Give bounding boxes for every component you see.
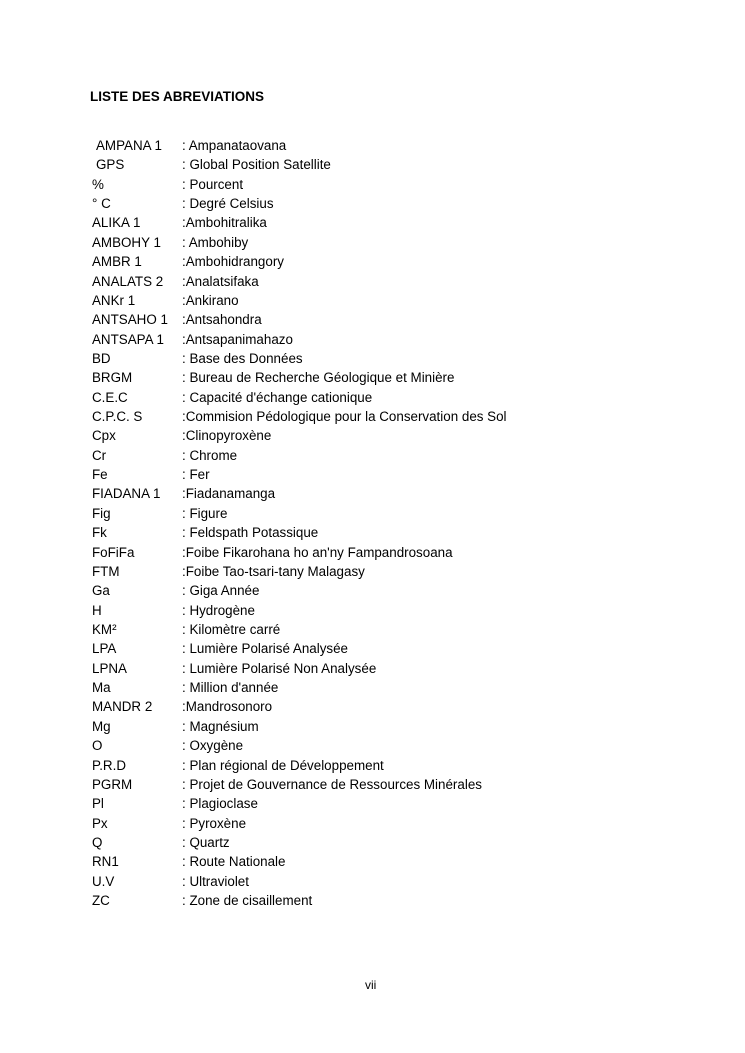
abbreviation-row (92, 678, 507, 697)
abbreviation-term: Cpx (92, 428, 116, 444)
abbreviation-definition: :Foibe Fikarohana ho an'ny Fampandrosoana (182, 544, 453, 560)
abbreviation-row (92, 756, 507, 775)
abbreviation-term: MANDR 2 (92, 699, 153, 715)
abbreviation-term: C.P.C. S (92, 409, 143, 425)
abbreviation-definition: : Ampanataovana (182, 138, 287, 153)
abbreviation-term: ANTSAPA 1 (92, 331, 164, 347)
abbreviation-term: GPS (96, 157, 125, 173)
abbreviation-term: FoFiFa (92, 544, 135, 560)
abbreviation-term: LPA (92, 641, 117, 657)
abbreviation-row (92, 465, 507, 484)
abbreviation-row (92, 659, 507, 678)
abbreviation-term: Px (92, 815, 108, 831)
abbreviation-row (92, 852, 507, 871)
abbreviation-definition: :Antsahondra (182, 312, 262, 328)
abbreviation-row (92, 194, 507, 213)
abbreviation-row (92, 407, 507, 426)
abbreviation-definition: : Capacité d'échange cationique (182, 389, 373, 405)
abbreviation-row (92, 291, 507, 310)
abbreviation-term: BRGM (92, 370, 133, 386)
abbreviation-definition: : Plan régional de Développement (182, 757, 384, 773)
abbreviation-definition: :Fiadanamanga (182, 486, 276, 502)
abbreviation-row (92, 562, 507, 581)
abbreviation-definition: :Ambohidrangory (182, 254, 284, 270)
abbreviation-term: RN1 (92, 854, 119, 870)
abbreviation-term: LPNA (92, 660, 127, 676)
abbreviation-definition: : Plagioclase (182, 796, 258, 812)
abbreviation-row (92, 155, 507, 174)
abbreviation-row (92, 252, 507, 271)
abbreviation-definition: : Quartz (182, 834, 230, 850)
abbreviation-term: ANKr 1 (92, 292, 136, 308)
abbreviation-definition: :Analatsifaka (182, 273, 259, 289)
abbreviation-term: O (92, 738, 103, 754)
abbreviation-definition: : Zone de cisaillement (182, 893, 313, 909)
abbreviation-term: ANALATS 2 (92, 273, 164, 289)
abbreviation-term: AMPANA 1 (96, 138, 162, 153)
abbreviation-definition: : Bureau de Recherche Géologique et Minière (182, 370, 455, 386)
abbreviation-term: ZC (92, 893, 110, 909)
abbreviation-definition: : Projet de Gouvernance de Ressources Minérales (182, 776, 482, 792)
abbreviation-term: U.V (92, 873, 115, 889)
abbreviation-definition: : Base des Données (182, 350, 303, 366)
abbreviation-definition: :Commision Pédologique pour la Conservation des Sol (182, 409, 507, 425)
abbreviation-definition: : Lumière Polarisé Non Analysée (182, 660, 377, 676)
abbreviation-definition: :Antsapanimahazo (182, 331, 293, 347)
abbreviation-row (92, 717, 507, 736)
abbreviation-definition: : Lumière Polarisé Analysée (182, 641, 348, 657)
abbreviation-definition: : Pourcent (182, 176, 244, 192)
abbreviation-row (92, 504, 507, 523)
abbreviation-term: H (92, 602, 102, 618)
abbreviation-term: AMBOHY 1 (92, 234, 161, 250)
abbreviation-term: P.R.D (92, 757, 126, 773)
abbreviation-definition: : Hydrogène (182, 602, 255, 618)
abbreviation-term: BD (92, 350, 111, 366)
abbreviation-row (92, 330, 507, 349)
abbreviation-row (92, 775, 507, 794)
abbreviation-definition: : Magnésium (182, 718, 259, 734)
abbreviation-term: FIADANA 1 (92, 486, 161, 502)
abbreviation-row (92, 272, 507, 291)
abbreviation-term: % (92, 176, 104, 192)
abbreviation-definition: : Ambohiby (182, 234, 249, 250)
abbreviation-term: Pl (92, 796, 104, 812)
abbreviation-definition: : Global Position Satellite (182, 157, 331, 173)
abbreviation-row (92, 814, 507, 833)
abbreviation-row (92, 388, 507, 407)
abbreviation-definition: : Giga Année (182, 583, 260, 599)
abbreviation-row (92, 213, 507, 232)
abbreviation-definition: : Route Nationale (182, 854, 286, 870)
abbreviation-definition: : Million d'année (182, 680, 279, 696)
abbreviation-row (92, 233, 507, 252)
abbreviation-definition: : Figure (182, 505, 228, 521)
abbreviation-row (92, 736, 507, 755)
abbreviation-row (92, 581, 507, 600)
abbreviation-definition: : Feldspath Potassique (182, 525, 319, 541)
abbreviation-term: FTM (92, 563, 120, 579)
abbreviation-definition: : Degré Celsius (182, 196, 274, 212)
abbreviation-term: Mg (92, 718, 111, 734)
abbreviation-list (92, 136, 507, 910)
abbreviation-definition: : Kilomètre carré (182, 621, 281, 637)
abbreviation-definition: : Fer (182, 467, 210, 483)
abbreviation-row (92, 446, 507, 465)
abbreviation-row (92, 620, 507, 639)
abbreviation-row (92, 310, 507, 329)
abbreviation-term: ALIKA 1 (92, 215, 141, 231)
abbreviation-definition: :Foibe Tao-tsari-tany Malagasy (182, 563, 365, 579)
abbreviation-row (92, 872, 507, 891)
abbreviation-term: AMBR 1 (92, 254, 142, 270)
abbreviation-term: Ga (92, 583, 110, 599)
abbreviation-row (92, 349, 507, 368)
abbreviation-row (92, 697, 507, 716)
abbreviation-term: Fe (92, 467, 108, 483)
abbreviation-row (92, 891, 507, 910)
abbreviation-row (92, 175, 507, 194)
abbreviation-row (92, 426, 507, 445)
page-title: LISTE DES ABREVIATIONS (90, 89, 265, 104)
abbreviation-definition: : Oxygène (182, 738, 244, 754)
abbreviation-definition: :Ambohitralika (182, 215, 267, 231)
abbreviation-row (92, 833, 507, 852)
abbreviation-row (92, 794, 507, 813)
abbreviation-row (92, 639, 507, 658)
abbreviation-term: PGRM (92, 776, 133, 792)
abbreviation-definition: : Pyroxène (182, 815, 247, 831)
page-number: vii (365, 978, 377, 992)
abbreviation-row (92, 543, 507, 562)
abbreviation-term: Q (92, 834, 103, 850)
abbreviation-term: Ma (92, 680, 111, 696)
abbreviation-definition: : Ultraviolet (182, 873, 249, 889)
abbreviation-row (92, 523, 507, 542)
abbreviation-term: C.E.C (92, 389, 128, 405)
abbreviation-term: Fig (92, 505, 111, 521)
abbreviation-term: ANTSAHO 1 (92, 312, 168, 328)
abbreviation-term: ° C (92, 196, 111, 212)
abbreviation-definition: :Mandrosonoro (182, 699, 273, 715)
abbreviation-term: Cr (92, 447, 107, 463)
abbreviation-row (92, 484, 507, 503)
abbreviation-term: Fk (92, 525, 107, 541)
abbreviation-row (92, 601, 507, 620)
abbreviation-term: KM² (92, 621, 117, 637)
abbreviation-row (92, 136, 507, 155)
abbreviation-definition: : Chrome (182, 447, 238, 463)
abbreviation-row (92, 368, 507, 387)
abbreviation-definition: :Clinopyroxène (182, 428, 272, 444)
abbreviation-definition: :Ankirano (182, 292, 239, 308)
